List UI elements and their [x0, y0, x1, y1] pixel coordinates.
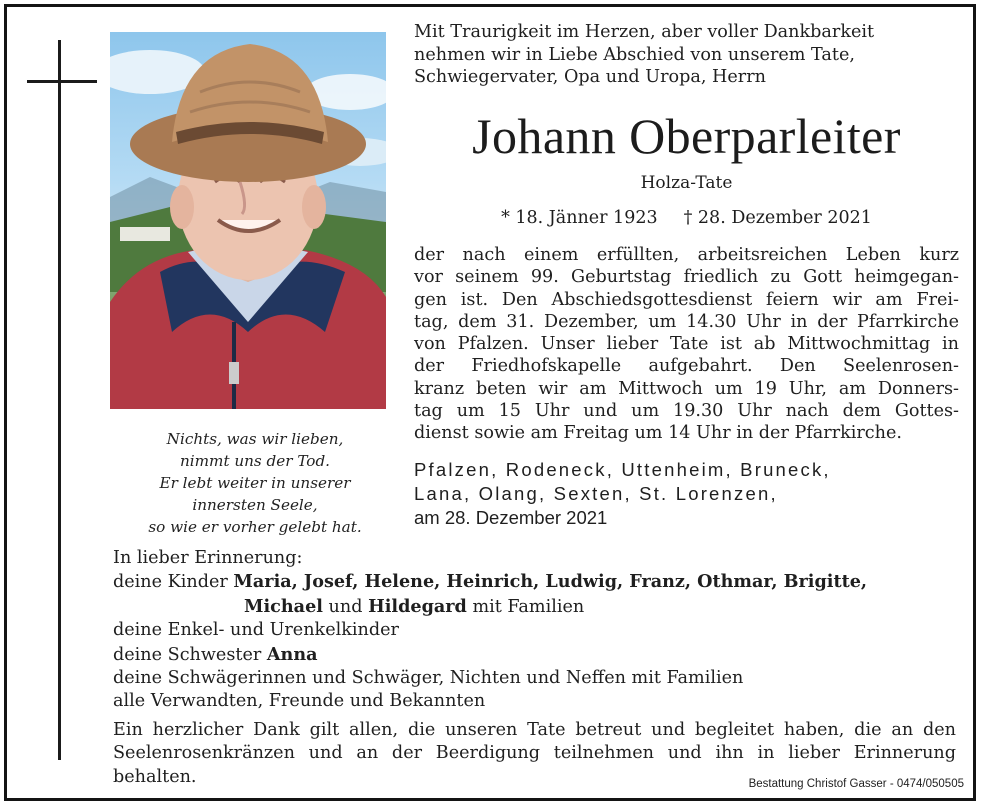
child-name: Michael	[244, 595, 323, 617]
children-suffix: mit Familien	[472, 596, 585, 617]
funeral-home-credit: Bestattung Christof Gasser - 0474/050505	[748, 778, 964, 790]
birth-date: * 18. Jänner 1923	[501, 208, 658, 228]
sister-name: Anna	[266, 643, 318, 665]
poem-line: nimmt uns der Tod.	[180, 452, 330, 470]
body-line: dienst sowie am Freitag um 14 Uhr in der Pfarrkirche.	[414, 423, 902, 444]
body-line: von Pfalzen. Unser lieber Tate ist ab Mittwochmittag in	[414, 334, 959, 355]
places-line: Lana, Olang, Sexten, St. Lorenzen,	[414, 483, 778, 504]
body-line: kranz beten wir am Mittwoch um 19 Uhr, am Donners-	[414, 378, 959, 399]
poem-line: Nichts, was wir lieben,	[166, 430, 344, 448]
body-line: tag um 15 Uhr und um 19.30 Uhr nach dem Gottes-	[414, 401, 959, 422]
children-prefix: deine Kinder	[113, 572, 228, 593]
life-dates	[414, 206, 959, 230]
body-line: der Friedhofskapelle aufgebahrt. Den Seelenrosen-	[414, 356, 959, 377]
in-laws-line: deine Schwägerinnen und Schwäger, Nichten und Neffen mit Familien	[113, 668, 744, 689]
poem-line: Er lebt weiter in unserer	[159, 474, 351, 492]
poem-line: innersten Seele,	[192, 496, 318, 514]
intro-line: nehmen wir in Liebe Abschied von unserem Tate,	[414, 44, 855, 65]
nickname: Holza-Tate	[640, 173, 733, 193]
sister-line	[113, 643, 963, 667]
sister-prefix: deine Schwester	[113, 644, 262, 665]
grandchildren-line: deine Enkel- und Urenkelkinder	[113, 620, 399, 641]
cross-icon-horizontal	[27, 80, 97, 83]
intro-line: Mit Traurigkeit im Herzen, aber voller Dankbarkeit	[414, 22, 875, 42]
cross-icon-vertical	[58, 40, 61, 760]
intro-line: Schwiegervater, Opa und Uropa, Herrn	[414, 67, 766, 87]
places-line: Pfalzen, Rodeneck, Uttenheim, Bruneck,	[414, 459, 831, 480]
memory-heading: In lieber Erinnerung:	[113, 548, 303, 568]
poem	[110, 428, 400, 538]
announcement-text	[414, 244, 959, 445]
places-and-date	[414, 458, 959, 530]
intro-text	[414, 21, 959, 89]
body-line: tag, dem 31. Dezember, um 14.30 Uhr in der Pfarrkirche	[414, 311, 959, 332]
body-line: der nach einem erfüllten, arbeitsreichen Leben kurz	[414, 245, 959, 265]
deceased-name: Johann Oberparleiter	[472, 108, 901, 164]
connector: und	[328, 596, 363, 617]
date-line: am 28. Dezember 2021	[414, 507, 608, 528]
body-line: gen ist. Den Abschiedsgottesdienst feiern wir am Frei-	[414, 289, 959, 310]
children-line	[113, 570, 963, 594]
thanks-line: Ein herzlicher Dank gilt allen, die unseren Tate betreut und begleitet haben, die an den	[113, 720, 956, 740]
child-name: Hildegard	[368, 595, 467, 617]
thanks-line: Seelenrosenkränzen und an der Beerdigung teilnehmen und ihn in lieber Erinnerung	[113, 743, 956, 764]
death-date: † 28. Dezember 2021	[683, 208, 872, 228]
children-names: Maria, Josef, Helene, Heinrich, Ludwig, Franz, Othmar, Brigitte,	[233, 571, 868, 593]
body-line: vor seinem 99. Geburtstag friedlich zu Gott heimgegan-	[414, 267, 959, 288]
children-line-2	[113, 595, 963, 619]
mourners-list	[113, 547, 963, 714]
poem-line: so wie er vorher gelebt hat.	[148, 518, 362, 536]
portrait-photo	[110, 32, 386, 409]
thanks-line: behalten.	[113, 766, 197, 787]
relatives-line: alle Verwandten, Freunde und Bekannten	[113, 691, 486, 712]
